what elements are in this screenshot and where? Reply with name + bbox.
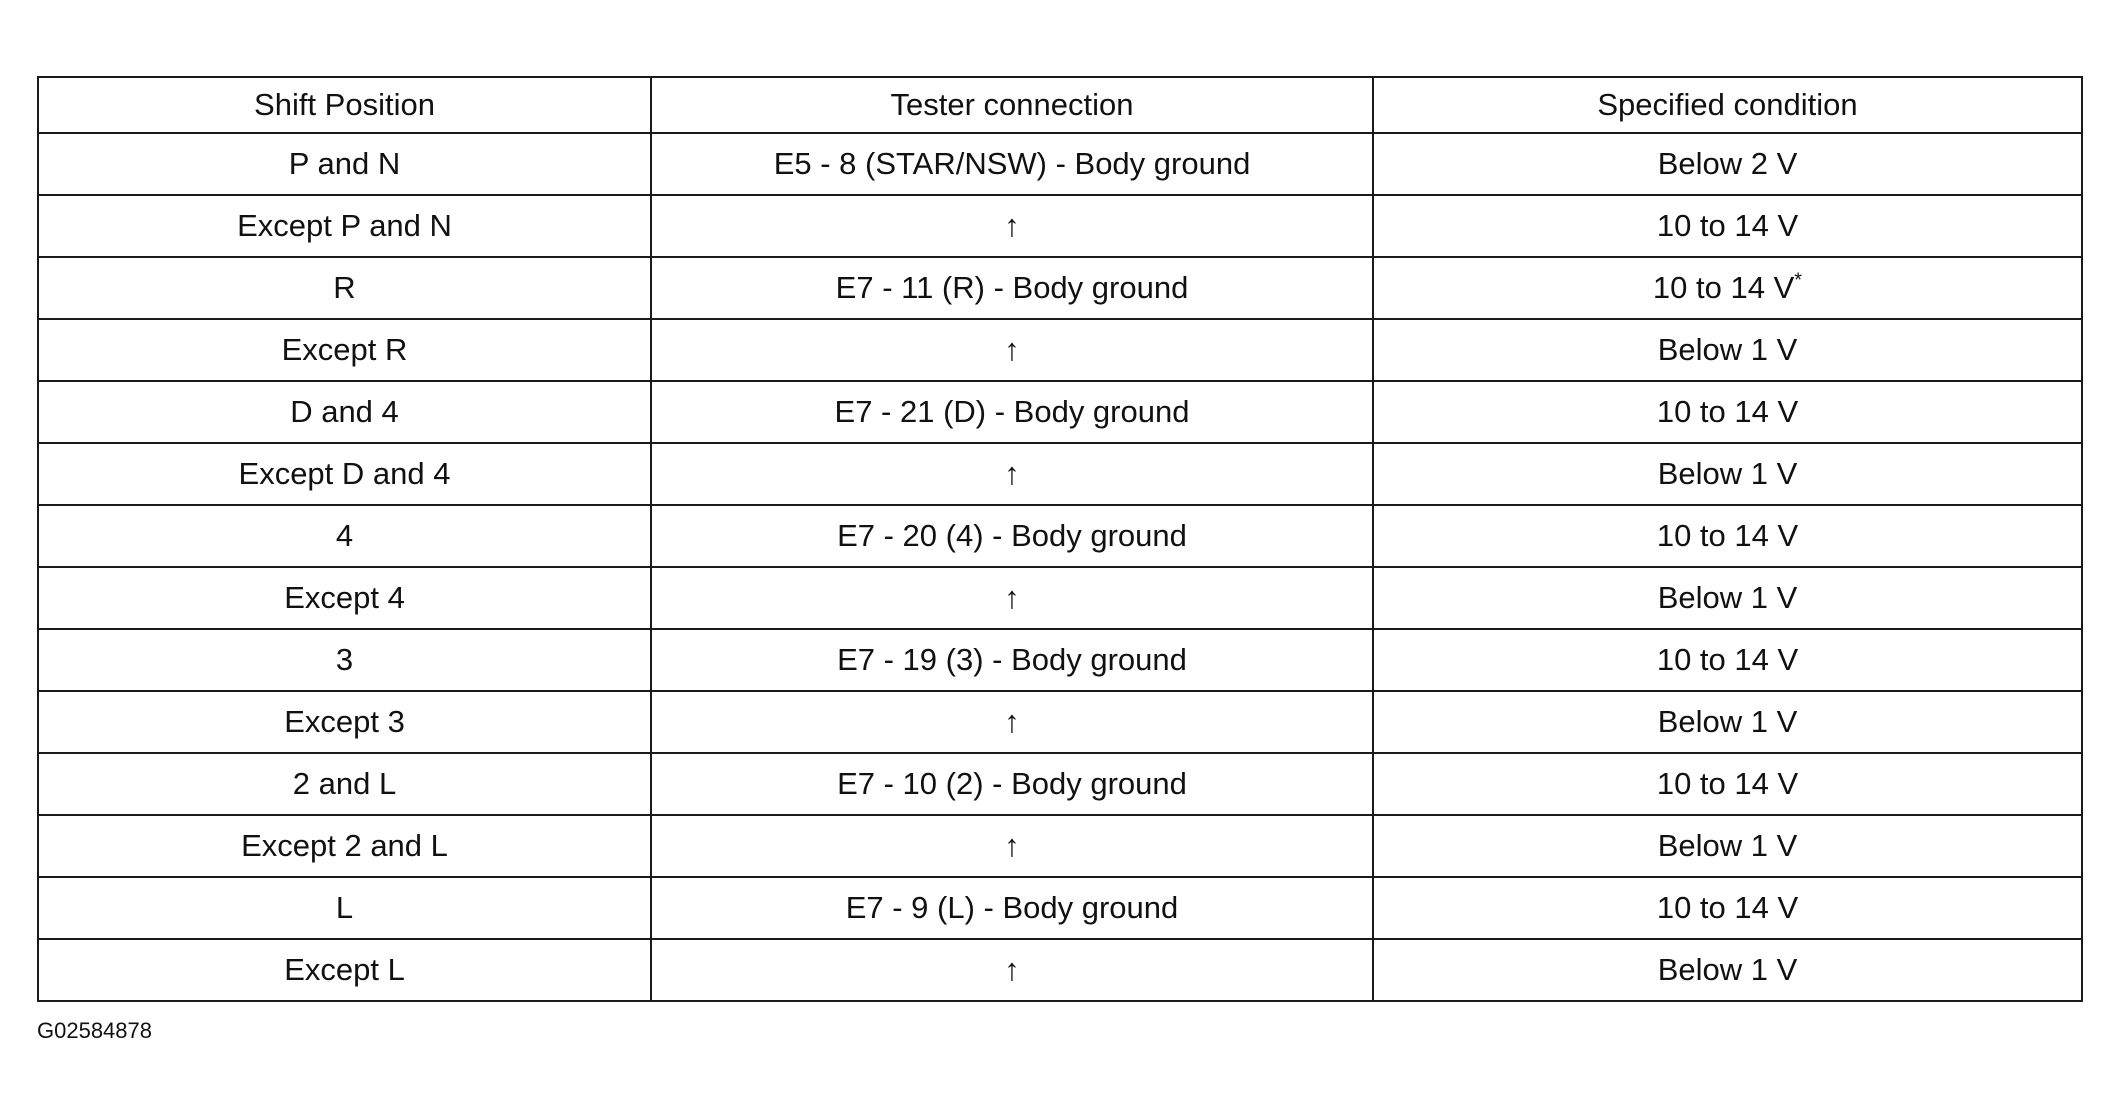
specified-condition-value: 10 to 14 V xyxy=(1652,270,1795,305)
table-row xyxy=(38,195,2082,257)
specified-condition-value: Below 1 V xyxy=(1657,456,1798,491)
table-row xyxy=(38,319,2082,381)
shift-position-cell: Except L xyxy=(38,939,651,1001)
shift-position-cell: Except 4 xyxy=(38,567,651,629)
table-row xyxy=(38,629,2082,691)
shift-position-cell: R xyxy=(38,257,651,319)
table-row xyxy=(38,691,2082,753)
shift-position-cell: 3 xyxy=(38,629,651,691)
specification-table xyxy=(37,76,2083,1002)
table-row xyxy=(38,505,2082,567)
specified-condition-cell xyxy=(1373,877,2082,939)
tester-connection-cell: ↑ xyxy=(651,691,1373,753)
shift-position-cell: D and 4 xyxy=(38,381,651,443)
shift-position-cell: Except P and N xyxy=(38,195,651,257)
figure-code: G02584878 xyxy=(37,1018,152,1043)
shift-position-cell: Except D and 4 xyxy=(38,443,651,505)
specified-condition-value: Below 1 V xyxy=(1657,704,1798,739)
tester-connection-cell: ↑ xyxy=(651,319,1373,381)
shift-position-cell: Except 2 and L xyxy=(38,815,651,877)
table-row xyxy=(38,381,2082,443)
specified-condition-value: Below 1 V xyxy=(1657,580,1798,615)
tester-connection-cell: ↑ xyxy=(651,939,1373,1001)
specified-condition-value: 10 to 14 V xyxy=(1656,642,1799,677)
specified-condition-value: Below 2 V xyxy=(1657,146,1798,181)
tester-connection-cell: ↑ xyxy=(651,195,1373,257)
table-row xyxy=(38,567,2082,629)
header-tester-connection: Tester connection xyxy=(651,77,1373,133)
table-row xyxy=(38,939,2082,1001)
specified-condition-cell xyxy=(1373,505,2082,567)
table-row xyxy=(38,443,2082,505)
table-header-row xyxy=(38,77,2082,133)
shift-position-cell: 4 xyxy=(38,505,651,567)
shift-position-cell: Except 3 xyxy=(38,691,651,753)
table-row xyxy=(38,877,2082,939)
tester-connection-cell: E7 - 19 (3) - Body ground xyxy=(651,629,1373,691)
specified-condition-cell xyxy=(1373,629,2082,691)
tester-connection-cell: E7 - 9 (L) - Body ground xyxy=(651,877,1373,939)
shift-position-cell: Except R xyxy=(38,319,651,381)
specified-condition-value: Below 1 V xyxy=(1657,952,1798,987)
table-body xyxy=(38,133,2082,1001)
shift-position-cell: 2 and L xyxy=(38,753,651,815)
specified-condition-cell xyxy=(1373,939,2082,1001)
tester-connection-cell: ↑ xyxy=(651,567,1373,629)
specified-condition-value: 10 to 14 V xyxy=(1656,208,1799,243)
table-row xyxy=(38,257,2082,319)
specified-condition-cell xyxy=(1373,567,2082,629)
specified-condition-cell xyxy=(1373,195,2082,257)
tester-connection-cell: E7 - 21 (D) - Body ground xyxy=(651,381,1373,443)
table-row xyxy=(38,133,2082,195)
header-shift-position: Shift Position xyxy=(38,77,651,133)
specified-condition-cell xyxy=(1373,319,2082,381)
specified-condition-cell xyxy=(1373,815,2082,877)
tester-connection-cell: E7 - 11 (R) - Body ground xyxy=(651,257,1373,319)
tester-connection-cell: E7 - 10 (2) - Body ground xyxy=(651,753,1373,815)
specified-condition-cell xyxy=(1373,381,2082,443)
table-row xyxy=(38,753,2082,815)
shift-position-cell: P and N xyxy=(38,133,651,195)
tester-connection-cell: ↑ xyxy=(651,443,1373,505)
header-specified-condition: Specified condition xyxy=(1373,77,2082,133)
specified-condition-cell xyxy=(1373,753,2082,815)
tester-connection-cell: E5 - 8 (STAR/NSW) - Body ground xyxy=(651,133,1373,195)
table-row xyxy=(38,815,2082,877)
specified-condition-cell xyxy=(1373,691,2082,753)
specified-condition-cell xyxy=(1373,133,2082,195)
specified-condition-cell xyxy=(1373,443,2082,505)
shift-position-cell: L xyxy=(38,877,651,939)
specified-condition-cell xyxy=(1373,257,2082,319)
specified-condition-value: Below 1 V xyxy=(1657,828,1798,863)
specified-condition-value: 10 to 14 V xyxy=(1656,890,1799,925)
tester-connection-cell: ↑ xyxy=(651,815,1373,877)
specified-condition-value: 10 to 14 V xyxy=(1656,766,1799,801)
specified-condition-value: 10 to 14 V xyxy=(1656,518,1799,553)
specified-condition-value: 10 to 14 V xyxy=(1656,394,1799,429)
specified-condition-value: Below 1 V xyxy=(1657,332,1798,367)
tester-connection-cell: E7 - 20 (4) - Body ground xyxy=(651,505,1373,567)
footnote-mark: * xyxy=(1794,269,1803,292)
